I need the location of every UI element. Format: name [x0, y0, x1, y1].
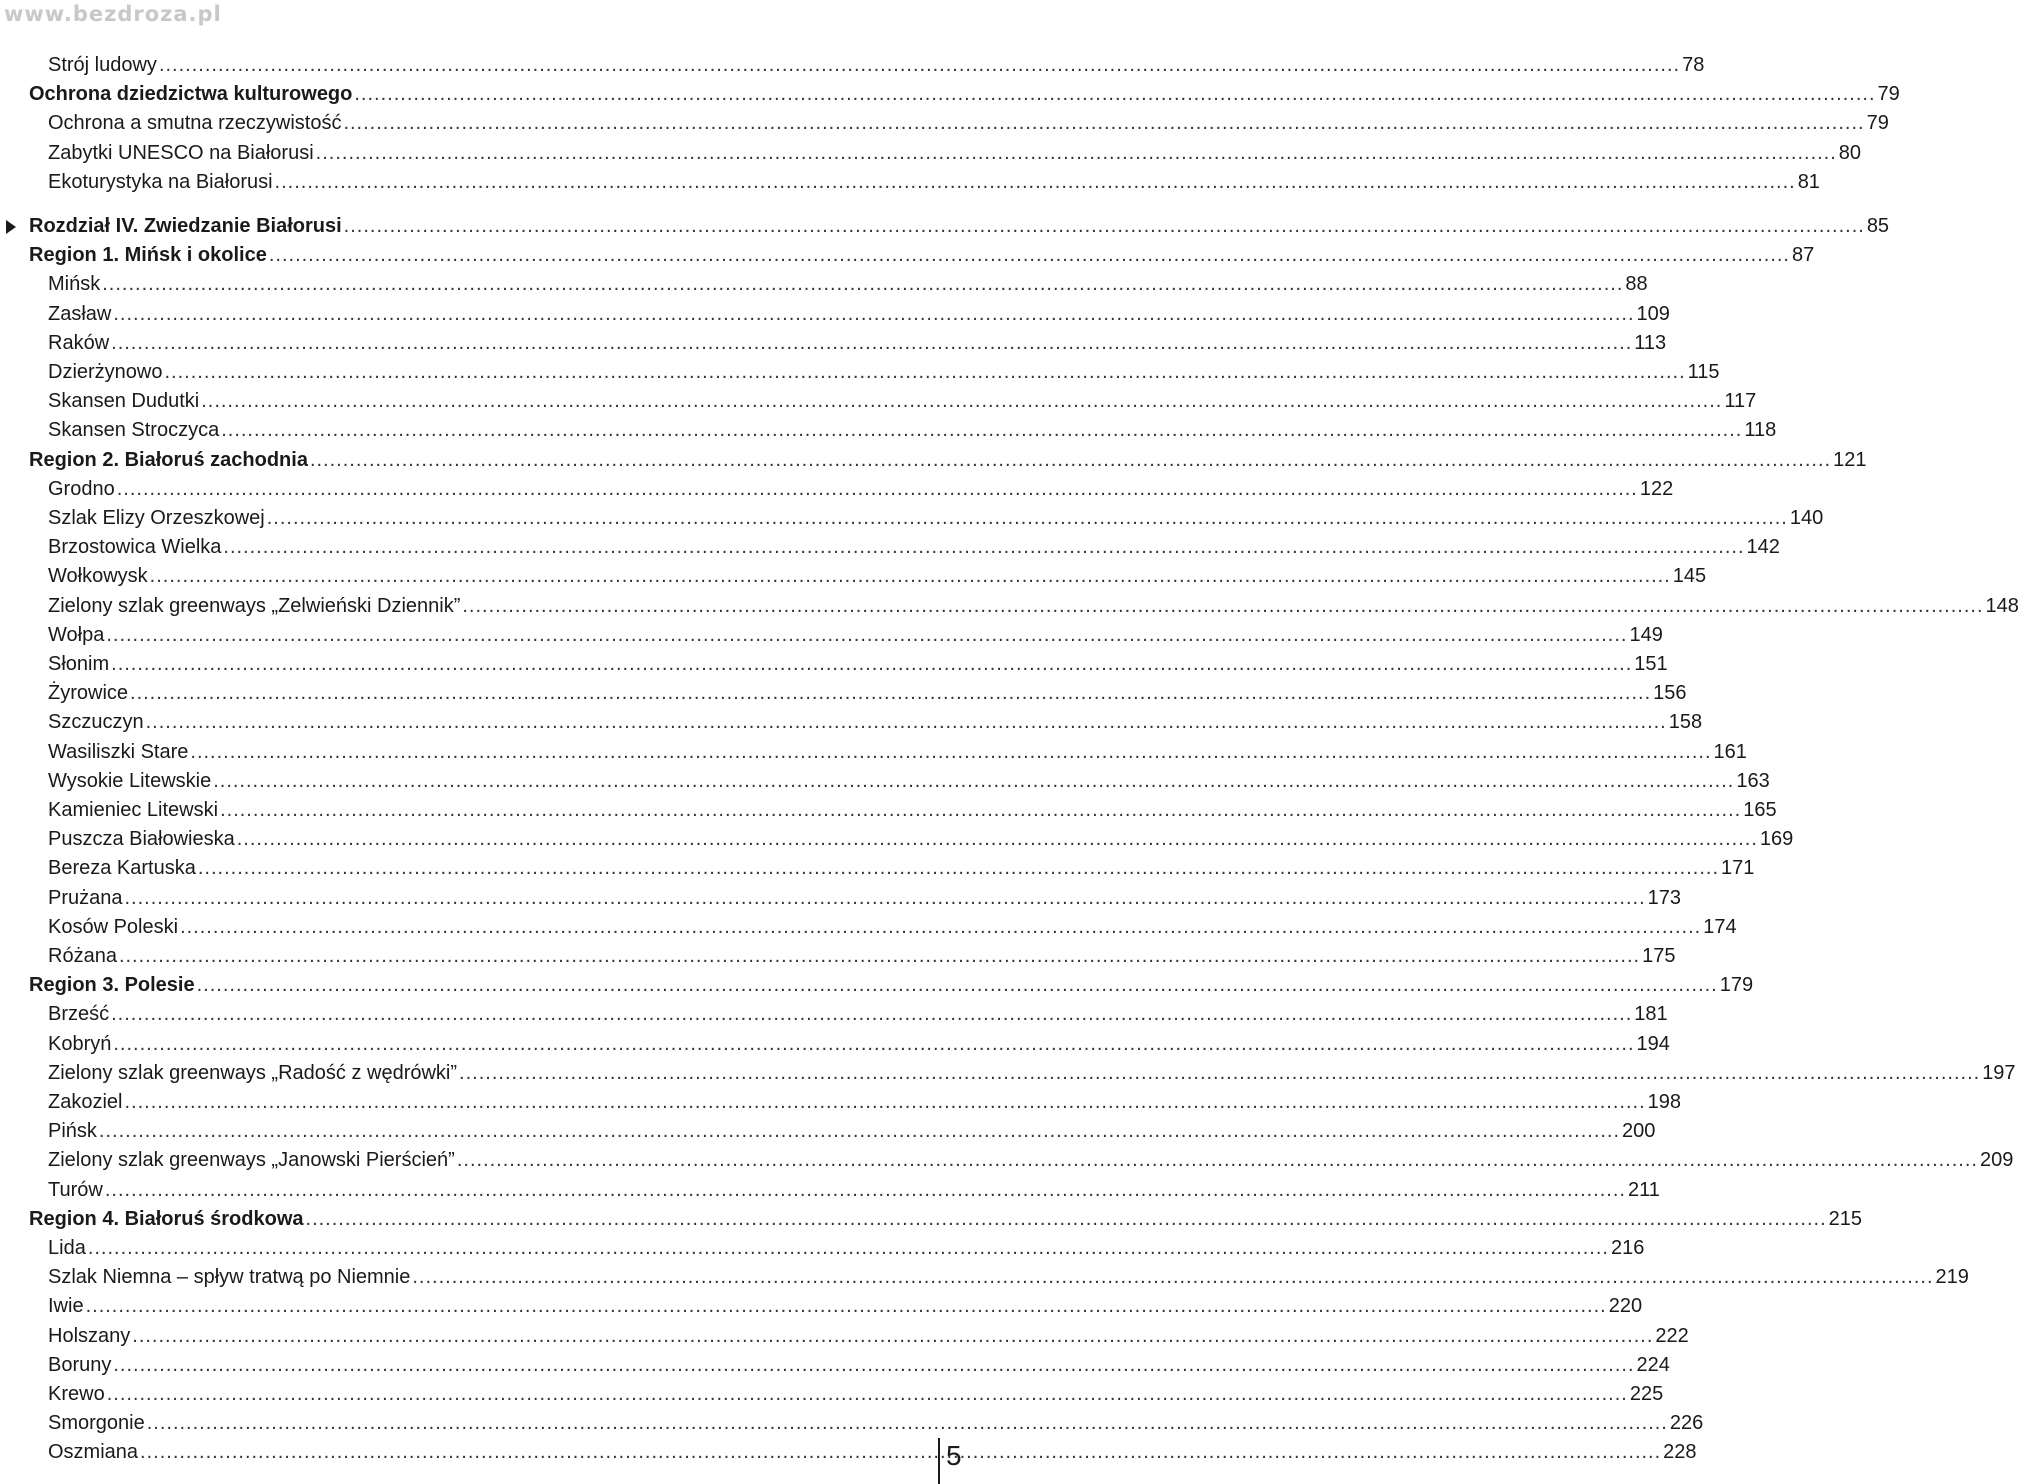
toc-label: Ochrona a smutna rzeczywistość — [48, 112, 342, 135]
toc-page-number: 79 — [1866, 112, 1889, 135]
toc-entry-row[interactable] — [48, 854, 1755, 883]
toc-leader-dots — [102, 270, 1623, 299]
toc-leader-dots — [316, 139, 1837, 168]
toc-label: Region 2. Białoruś zachodnia — [29, 448, 308, 471]
toc-label: Holszany — [48, 1324, 131, 1347]
toc-entry-row[interactable] — [48, 913, 1737, 942]
toc-label: Różana — [48, 945, 117, 967]
toc-label: Mińsk — [48, 273, 101, 296]
toc-page-number: 219 — [1935, 1266, 1969, 1289]
toc-entry-row[interactable] — [48, 1322, 1689, 1351]
toc-page-number: 158 — [1668, 711, 1703, 734]
toc-label: Region 4. Białoruś środkowa — [29, 1207, 304, 1230]
toc-page-number: 174 — [1703, 915, 1737, 938]
toc-section-row[interactable] — [29, 212, 1890, 241]
toc-page-number: 122 — [1639, 477, 1674, 500]
site-header: www.bezdroza.pl — [4, 2, 222, 26]
toc-leader-dots — [237, 825, 1758, 854]
toc-page-number: 209 — [1979, 1149, 2014, 1172]
toc-section-row[interactable] — [29, 241, 1815, 270]
toc-page-number: 226 — [1669, 1412, 1704, 1435]
toc-leader-dots — [343, 109, 1864, 138]
toc-page-number: 79 — [1877, 83, 1900, 106]
toc-label: Ekoturystyka na Białorusi — [48, 170, 273, 193]
toc-page-number: 142 — [1746, 536, 1780, 559]
toc-entry-row[interactable] — [48, 767, 1770, 796]
toc-label: Słonim — [48, 653, 110, 675]
toc-leader-dots — [459, 1059, 1980, 1088]
toc-label: Szczuczyn — [48, 711, 144, 734]
toc-leader-dots — [105, 1176, 1626, 1205]
toc-entry-row[interactable] — [48, 621, 1663, 650]
toc-leader-dots — [111, 650, 1632, 679]
toc-page-number: 80 — [1838, 141, 1862, 164]
toc-page-number: 87 — [1791, 244, 1815, 267]
toc-entry-row[interactable] — [48, 679, 1687, 708]
toc-entry-row[interactable] — [48, 650, 1668, 679]
toc-leader-dots — [113, 300, 1634, 329]
toc-entry-row[interactable] — [48, 504, 1824, 533]
toc-page-number: 148 — [1985, 594, 2019, 617]
toc-leader-dots — [113, 1030, 1634, 1059]
toc-section-row[interactable] — [29, 1205, 1863, 1234]
toc-label: Pińsk — [48, 1120, 97, 1143]
toc-page-number: 113 — [1634, 331, 1667, 354]
toc-label: Kamieniec Litewski — [48, 799, 219, 821]
toc-page-number: 198 — [1647, 1091, 1681, 1113]
toc-leader-dots — [106, 621, 1627, 650]
toc-leader-dots — [462, 592, 1983, 621]
toc-entry-row[interactable] — [48, 1117, 1656, 1146]
toc-leader-dots — [269, 241, 1790, 270]
toc-label: Żyrowice — [48, 682, 129, 705]
toc-page-number: 200 — [1622, 1120, 1656, 1143]
toc-entry-row[interactable] — [48, 387, 1757, 416]
toc-leader-dots — [457, 1146, 1978, 1175]
toc-entry-row[interactable] — [48, 1030, 1670, 1059]
toc-leader-dots — [125, 884, 1646, 913]
page-number: 5 — [946, 1440, 962, 1471]
toc-leader-dots — [180, 913, 1701, 942]
toc-leader-dots — [111, 329, 1632, 358]
toc-entry-row[interactable] — [48, 738, 1747, 767]
toc-entry-row[interactable] — [48, 270, 1648, 299]
toc-label: Wołkowysk — [48, 565, 148, 588]
toc-leader-dots — [159, 51, 1680, 80]
toc-entry-row[interactable] — [48, 708, 1703, 737]
toc-page-number: 171 — [1721, 857, 1755, 880]
toc-page-number: 216 — [1610, 1237, 1645, 1259]
toc-entry-row[interactable] — [48, 796, 1777, 825]
toc-page-number: 140 — [1789, 507, 1824, 529]
toc-leader-dots — [107, 1380, 1628, 1409]
toc-leader-dots — [150, 562, 1671, 591]
toc-page-number: 173 — [1647, 886, 1682, 909]
toc-page-number: 220 — [1608, 1295, 1643, 1318]
toc-page-number: 149 — [1629, 623, 1663, 646]
toc-entry-row[interactable] — [48, 1176, 1660, 1205]
toc-label: Region 1. Mińsk i okolice — [29, 244, 267, 267]
toc-entry-row[interactable] — [48, 1146, 2014, 1175]
toc-leader-dots — [99, 1117, 1620, 1146]
toc-page-number: 156 — [1653, 682, 1687, 705]
toc-entry-row[interactable] — [48, 1409, 1704, 1438]
toc-label: Turów — [48, 1178, 103, 1201]
toc-page-number: 151 — [1634, 653, 1668, 675]
toc-label: Grodno — [48, 477, 115, 500]
toc-entry-row[interactable] — [48, 1000, 1668, 1029]
toc-label: Prużana — [48, 886, 123, 909]
toc-leader-dots — [306, 1205, 1827, 1234]
toc-page-number: 78 — [1682, 54, 1705, 76]
toc-page-number: 181 — [1634, 1003, 1668, 1026]
toc-page-number: 121 — [1833, 448, 1867, 471]
toc-leader-dots — [354, 80, 1875, 109]
toc-entry-row[interactable] — [48, 1292, 1643, 1321]
toc-label: Zasław — [48, 302, 112, 325]
toc-label: Brześć — [48, 1003, 110, 1026]
toc-section-row[interactable] — [29, 80, 1900, 109]
toc-page-number: 194 — [1636, 1032, 1670, 1055]
toc-label: Lida — [48, 1237, 86, 1259]
toc-leader-dots — [412, 1263, 1933, 1292]
toc-leader-dots — [113, 1351, 1634, 1380]
toc-page-number: 225 — [1629, 1383, 1664, 1405]
toc-entry-row[interactable] — [48, 1059, 2016, 1088]
toc-leader-dots — [164, 358, 1685, 387]
toc-entry-row[interactable] — [48, 51, 1705, 80]
toc-leader-dots — [119, 942, 1640, 971]
toc-page-number: 215 — [1828, 1207, 1863, 1230]
toc-entry-row[interactable] — [48, 884, 1682, 913]
toc-leader-dots — [213, 767, 1734, 796]
toc-label: Wysokie Litewskie — [48, 769, 212, 792]
toc-entry-row[interactable] — [48, 358, 1720, 387]
toc-label: Zabytki UNESCO na Białorusi — [48, 141, 314, 164]
toc-label: Wołpa — [48, 623, 105, 646]
toc-entry-row[interactable] — [48, 942, 1676, 971]
toc-page-number: 165 — [1743, 799, 1777, 821]
toc-entry-row[interactable] — [48, 1380, 1664, 1409]
toc-page-number: 175 — [1642, 945, 1676, 967]
toc-section-row[interactable] — [29, 971, 1754, 1000]
toc-label: Smorgonie — [48, 1412, 145, 1435]
toc-label: Ochrona dziedzictwa kulturowego — [29, 83, 353, 106]
toc-leader-dots — [140, 1438, 1661, 1467]
toc-page-number: 88 — [1625, 273, 1648, 296]
toc-page-number: 115 — [1687, 361, 1720, 383]
toc-leader-dots — [146, 708, 1667, 737]
toc-leader-dots — [223, 533, 1744, 562]
toc-entry-row[interactable] — [48, 109, 1889, 138]
toc-page-number: 145 — [1672, 565, 1707, 588]
toc-label: Region 3. Polesie — [29, 974, 195, 997]
toc-section-row[interactable] — [29, 446, 1867, 475]
toc-page-number: 85 — [1866, 215, 1890, 237]
toc-label: Oszmiana — [48, 1441, 139, 1464]
toc-page-number: 224 — [1636, 1353, 1670, 1376]
toc-page-number: 222 — [1655, 1324, 1689, 1347]
toc-leader-dots — [124, 1088, 1645, 1117]
toc-entry-row[interactable] — [48, 300, 1670, 329]
toc-leader-dots — [221, 416, 1742, 445]
toc-page-number: 109 — [1636, 302, 1670, 325]
toc-leader-dots — [275, 168, 1796, 197]
toc-leader-dots — [267, 504, 1788, 533]
toc-label: Strój ludowy — [48, 54, 157, 76]
toc-leader-dots — [147, 1409, 1668, 1438]
toc-label: Szlak Elizy Orzeszkowej — [48, 507, 265, 529]
toc-label: Raków — [48, 331, 110, 354]
toc-page-number: 81 — [1797, 170, 1820, 193]
toc-label: Puszcza Białowieska — [48, 828, 235, 851]
toc-leader-dots — [198, 854, 1719, 883]
toc-label: Kosów Poleski — [48, 915, 179, 938]
toc-page-number: 211 — [1627, 1178, 1660, 1201]
toc-leader-dots — [197, 971, 1718, 1000]
toc-label: Brzostowica Wielka — [48, 536, 222, 559]
toc-label: Krewo — [48, 1383, 105, 1405]
toc-entry-row[interactable] — [48, 1263, 1969, 1292]
toc-leader-dots — [111, 1000, 1632, 1029]
toc-label: Zielony szlak greenways „Zelwieński Dziennik” — [48, 594, 461, 617]
toc-label: Skansen Dudutki — [48, 390, 200, 413]
toc-page-number: 197 — [1982, 1061, 2016, 1084]
toc-leader-dots — [190, 738, 1711, 767]
toc-leader-dots — [220, 796, 1741, 825]
toc-entry-row[interactable] — [48, 329, 1667, 358]
toc-entry-row[interactable] — [48, 1438, 1697, 1467]
toc-page-number: 117 — [1724, 390, 1757, 413]
toc-leader-dots — [86, 1292, 1607, 1321]
toc-label: Zakoziel — [48, 1091, 123, 1113]
toc-label: Zielony szlak greenways „Janowski Pierścień” — [48, 1149, 455, 1172]
toc-leader-dots — [201, 387, 1722, 416]
toc-leader-dots — [310, 446, 1831, 475]
toc-entry-row[interactable] — [48, 1088, 1681, 1117]
toc-entry-row[interactable] — [48, 416, 1777, 445]
toc-entry-row[interactable] — [48, 533, 1780, 562]
toc-leader-dots — [344, 212, 1865, 241]
toc-entry-row[interactable] — [48, 139, 1862, 168]
toc-label: Boruny — [48, 1353, 112, 1376]
toc-page-number: 179 — [1719, 974, 1754, 997]
toc-entry-row[interactable] — [48, 825, 1794, 854]
chapter-marker-icon — [6, 220, 16, 234]
toc-page-number: 118 — [1744, 419, 1777, 442]
toc-leader-dots — [117, 475, 1638, 504]
toc-label: Iwie — [48, 1295, 84, 1318]
toc-label: Kobryń — [48, 1032, 112, 1055]
toc-page-number: 169 — [1759, 828, 1794, 851]
toc-label: Wasiliszki Stare — [48, 740, 189, 763]
toc-entry-row[interactable] — [48, 168, 1820, 197]
toc-entry-row[interactable] — [48, 592, 2019, 621]
toc-page-number: 228 — [1663, 1441, 1697, 1464]
toc-label: Skansen Stroczyca — [48, 419, 220, 442]
toc-label: Rozdział IV. Zwiedzanie Białorusi — [29, 215, 342, 237]
toc-label: Dzierżynowo — [48, 361, 163, 383]
toc-page-number: 161 — [1713, 740, 1747, 763]
toc-label: Bereza Kartuska — [48, 857, 196, 880]
toc-leader-dots — [88, 1234, 1609, 1263]
toc-label: Zielony szlak greenways „Radość z wędrówki” — [48, 1061, 458, 1084]
toc-entry-row[interactable] — [48, 562, 1707, 591]
page-number-rule — [938, 1438, 940, 1484]
toc-leader-dots — [132, 1322, 1653, 1351]
toc-label: Szlak Niemna – spływ tratwą po Niemnie — [48, 1266, 411, 1289]
toc-entry-row[interactable] — [48, 1351, 1670, 1380]
toc-leader-dots — [130, 679, 1651, 708]
toc-entry-row[interactable] — [48, 475, 1674, 504]
toc-page-number: 163 — [1736, 769, 1770, 792]
toc-entry-row[interactable] — [48, 1234, 1645, 1263]
